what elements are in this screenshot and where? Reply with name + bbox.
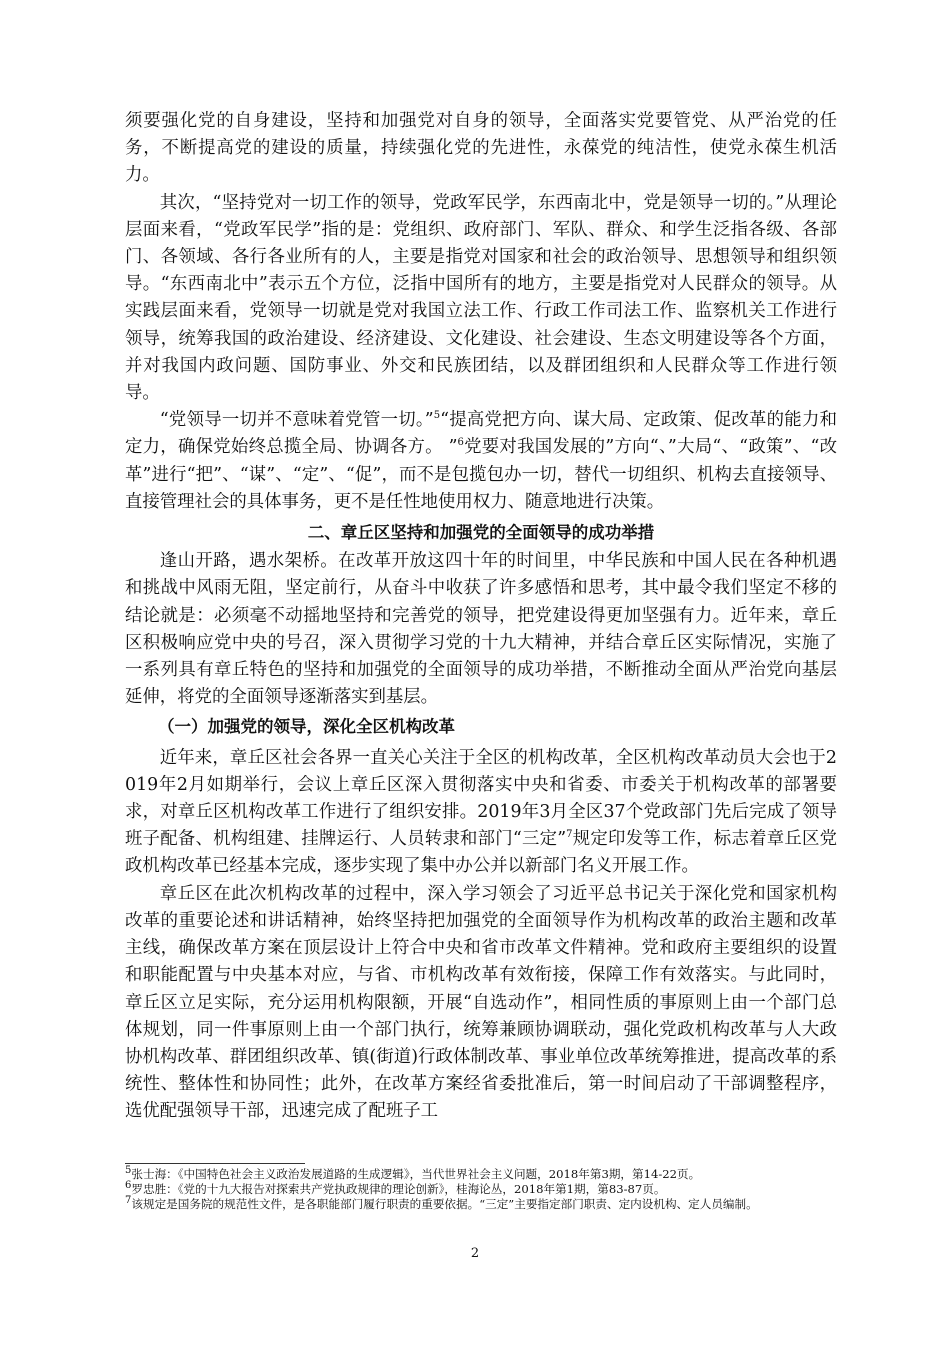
- footnote-6: [125, 1182, 837, 1197]
- footnote-5: [125, 1167, 837, 1182]
- footnote-7: [125, 1197, 837, 1212]
- paragraph-party-leads-all: 其次，“坚持党对一切工作的领导，党政军民学，东西南北中，党是领导一切的。”从理论层面来看，“党政军民学”指的是：党组织、政府部门、军队、群众、和学生泛指各级、各部门、各领域、各行各业所有的人，主要是指党对国家和社会的政治领导、思想领导和组织领导。“东西南北中”表示五个方位，泛指中国所有的地方，主要是指党对人民群众的领导。从实践层面来看，党领导一切就是党对我国立法工作、行政工作司法工作、监察机关工作进行领导，统筹我国的政治建设、经济建设、文化建设、社会建设、生态文明建设等各个方面，并对我国内政问题、国防事业、外交和民族团结，以及群团组织和人民群众等工作进行领导。: [125, 192, 837, 404]
- paragraph-not-manage-all: [125, 407, 837, 516]
- paragraph-reform-process: 章丘区在此次机构改革的过程中，深入学习领会了习近平总书记关于深化党和国家机构改革的重要论述和讲话精神，始终坚持把加强党的全面领导作为机构改革的政治主题和改革主线，确保改革方案在顶层设计上符合中央和省市改革文件精神。党和政府主要组织的设置和职能配置与中央基本对应，与省、市机构改革有效衔接，保障工作有效落实。与此同时，章丘区立足实际，充分运用机构限额，开展“自选动作”，相同性质的事原则上由一个部门总体规划，同一件事原则上由一个部门执行，统筹兼顾协调联动，强化党政机构改革与人大政协机构改革、群团组织改革、镇(街道)行政体制改革、事业单位改革统筹推进，提高改革的系统性、整体性和协同性；此外，在改革方案经省委批准后，第一时间启动了干部调整程序，选优配强领导干部，迅速完成了配班子工: [125, 883, 837, 1122]
- quote-6: “提高党把方向、谋大局、定政策、促改革的能力和定力，确保党始终总揽全局、协调各方。 ”: [125, 410, 837, 458]
- footnote-ref-7[interactable]: 7: [566, 829, 573, 841]
- paragraph-text: 近年来，章丘区社会各界一直关心关注于全区的机构改革，全区机构改革动员大会也于2019年2月如期举行，会议上章丘区深入贯彻落实中央和省委、市委关于机构改革的部署要求，对章丘区机构改革工作进行了组织安排。2019年3月全区37个党政部门先后完成了领导班子配备、机构组建、挂牌运行、人员转隶和部门“三定”: [125, 747, 837, 850]
- footnote-ref-6[interactable]: 6: [457, 437, 464, 449]
- document-body: [125, 108, 837, 1126]
- footnote-number: 7: [125, 1195, 132, 1207]
- paragraph-intro-zhangqiu: 逢山开路，遇水架桥。在改革开放这四十年的时间里，中华民族和中国人民在各种机遇和挑战中风雨无阻，坚定前行，从奋斗中收获了许多感悟和思考，其中最令我们坚定不移的结论就是：必须毫不动摇地坚持和完善党的领导，把党建设得更加坚强有力。近年来，章丘区积极响应党中央的号召，深入贯彻学习党的十九大精神，并结合章丘区实际情况，实施了一系列具有章丘特色的坚持和加强党的全面领导的成功举措，不断推动全面从严治党向基层延伸，将党的全面领导逐渐落实到基层。: [125, 551, 837, 708]
- footnote-number: 6: [125, 1180, 132, 1192]
- footnote-ref-5[interactable]: 5: [433, 410, 441, 422]
- page-number: 2: [470, 1246, 480, 1261]
- quote-5: “党领导一切并不意味着党管一切。”: [159, 410, 434, 431]
- section-heading: 二、章丘区坚持和加强党的全面领导的成功举措: [307, 523, 655, 543]
- footnote-text: 张士海：《中国特色社会主义政治发展道路的生成逻辑》，当代世界社会主义问题，2018年第3期，第14-22页。: [131, 1167, 701, 1181]
- footnote-number: 5: [125, 1165, 132, 1177]
- paragraph-text: 规定印发等工作，标志着章丘区党政机构改革已经基本完成，逐步实现了集中办公并以新部门名义开展工作。: [125, 829, 837, 877]
- footnote-text: 罗忠胜：《党的十九大报告对探索共产党执政规律的理论创新》，桂海论丛，2018年第1期，第83-87页。: [131, 1182, 666, 1196]
- footnote-divider: [125, 1163, 305, 1164]
- paragraph-continuation: 须要强化党的自身建设，坚持和加强党对自身的领导，全面落实党要管党、从严治党的任务，不断提高党的建设的质量，持续强化党的先进性，永葆党的纯洁性，使党永葆生机活力。: [125, 111, 837, 186]
- paragraph-reform-meeting: [125, 745, 837, 881]
- footnotes: [125, 1163, 837, 1212]
- footnote-text: 该规定是国务院的规范性文件，是各职能部门履行职责的重要依据。“三定”主要指定部门职责、定内设机构、定人员编制。: [131, 1197, 758, 1211]
- paragraph-text: 党要对我国发展的”方向“、”大局“、“政策”、“改革”进行“把”、“谋”、“定”、“促”，而不是包揽包办一切，替代一切组织、机构去直接领导、直接管理社会的具体事务，更不是任性地使用权力、随意地进行决策。: [125, 437, 837, 512]
- subsection-heading: （一）加强党的领导，深化全区机构改革: [158, 717, 455, 737]
